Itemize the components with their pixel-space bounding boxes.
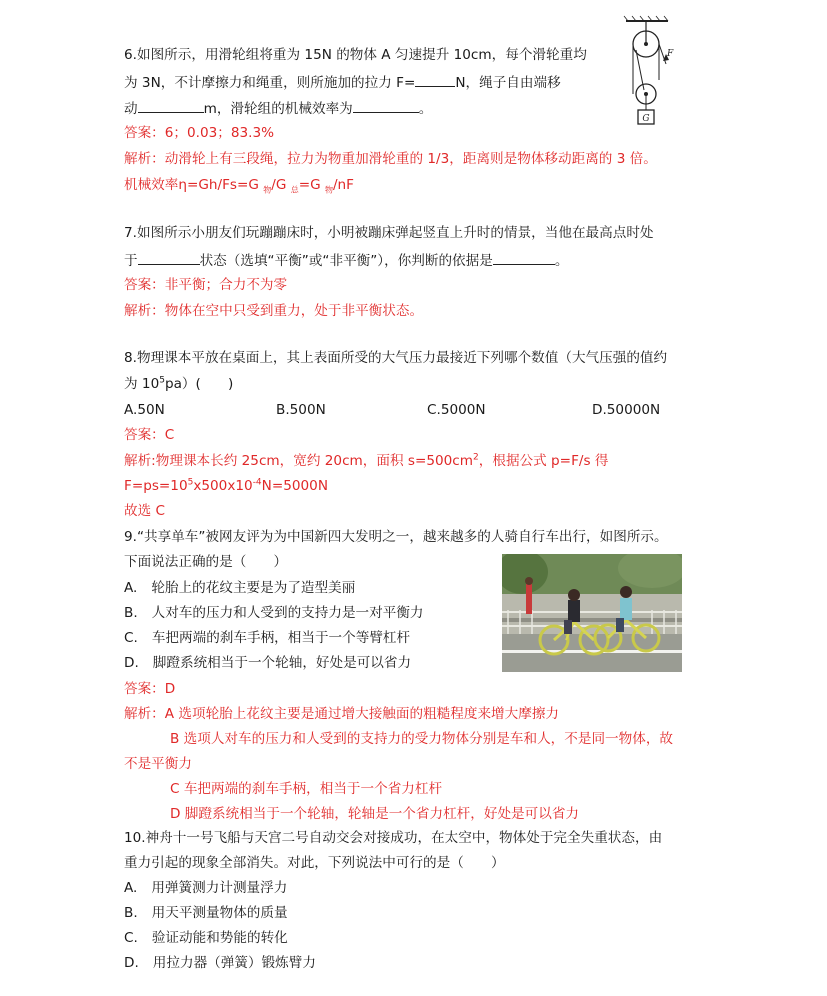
q10-option-d: D. 用拉力器（弹簧）锻炼臂力 — [124, 955, 316, 971]
q9-option-c: C. 车把两端的刹车手柄，相当于一个等臂杠杆 — [124, 630, 411, 646]
q7-answer: 答案：非平衡；合力不为零 — [124, 277, 288, 293]
q6-line1: 6.如图所示，用滑轮组将重为 15N 的物体 A 匀速提升 10cm，每个滑轮重均 — [124, 47, 587, 63]
q9-explanation-b1: B 选项人对车的压力和人受到的支持力的受力物体分别是车和人，不是同一物体，故 — [170, 731, 674, 747]
q9-explanation-a: 解析：A 选项轮胎上花纹主要是通过增大接触面的粗糙程度来增大摩擦力 — [124, 706, 560, 722]
force-label: F — [667, 49, 674, 59]
pull-rope — [659, 44, 666, 64]
q9-answer: 答案：D — [124, 681, 176, 697]
q8-line1: 8.物理课本平放在桌面上，其上表面所受的大气压力最接近下列哪个数值（大气压强的值约 — [124, 350, 668, 366]
q7-explanation: 解析：物体在空中只受到重力，处于非平衡状态。 — [124, 303, 424, 319]
q8-conclusion: 故选 C — [124, 503, 166, 519]
q7-line2: 于 状态（选填“平衡”或“非平衡”），你判断的依据是 。 — [124, 249, 568, 271]
q8-line2: 为 $10^5pa$）( ) — [124, 375, 234, 392]
q10-option-c: C. 验证动能和势能的转化 — [124, 930, 288, 946]
q8-option-a: A.50N — [124, 402, 165, 418]
q9-explanation-c: C 车把两端的刹车手柄，相当于一个省力杠杆 — [170, 781, 443, 797]
q8-option-d: D.50000N — [592, 402, 661, 418]
svg-text:G: G — [642, 114, 650, 124]
shared-bike-photo — [502, 554, 682, 672]
q6-blank-distance — [138, 97, 204, 113]
q9-option-b: B. 人对车的压力和人受到的支持力是一对平衡力 — [124, 605, 424, 621]
q6-line2: 为 3N，不计摩擦力和绳重，则所施加的拉力 F= N，绳子自由端移 — [124, 71, 561, 93]
q6-blank-force — [415, 71, 455, 87]
q9-explanation-d: D 脚蹬系统相当于一个轮轴，轮轴是一个省力杠杆，好处是可以省力 — [170, 806, 580, 822]
q7-blank-state — [138, 249, 200, 265]
q8-option-c: C.5000N — [427, 402, 486, 418]
q10-line1: 10.神舟十一号飞船与天宫二号自动交会对接成功，在太空中，物体处于完全失重状态，由 — [124, 830, 663, 846]
q9-option-a: A. 轮胎上的花纹主要是为了造型美丽 — [124, 580, 356, 596]
q6-line3: 动 m，滑轮组的机械效率为 。 — [124, 97, 432, 119]
q9-line2: 下面说法正确的是（ ） — [124, 554, 288, 570]
q10-option-b: B. 用天平测量物体的质量 — [124, 905, 288, 921]
q10-option-a: A. 用弹簧测力计测量浮力 — [124, 880, 288, 896]
q8-explanation-line1: 解析:物理课本长约 25cm，宽约 20cm，面积 $s=500cm^2$，根据公式 p=F/s 得 — [124, 452, 609, 469]
q10-line2: 重力引起的现象全部消失。对此，下列说法中可行的是（ ） — [124, 855, 505, 871]
q9-explanation-b2: 不是平衡力 — [124, 756, 192, 772]
q8-option-b: B.500N — [276, 402, 326, 418]
q6-answer: 答案：6；0.03；83.3% — [124, 125, 275, 141]
q8-explanation-line2: $F=ps=10^5x500x10^{-4}N=5000N$ — [124, 477, 328, 494]
q7-blank-reason — [493, 249, 555, 265]
q9-line1: 9.“共享单车”被网友评为为中国新四大发明之一，越来越多的人骑自行车出行，如图所示。 — [124, 529, 668, 545]
q9-option-d: D. 脚蹬系统相当于一个轮轴，好处是可以省力 — [124, 655, 412, 671]
pulley-diagram — [614, 14, 678, 130]
q6-explanation-line1: 解析：动滑轮上有三段绳，拉力为物重加滑轮重的 1/3，距离则是物体移动距离的 3 倍。 — [124, 151, 657, 167]
q8-answer: 答案：C — [124, 427, 175, 443]
q6-explanation-line2: 机械效率η=Gh/Fs=G $_物$/G $_总$=G $_物$/nF — [124, 177, 354, 195]
q6-blank-efficiency — [353, 97, 419, 113]
q7-line1: 7.如图所示小朋友们玩蹦蹦床时，小明被蹦床弹起竖直上升时的情景，当他在最高点时处 — [124, 225, 654, 241]
